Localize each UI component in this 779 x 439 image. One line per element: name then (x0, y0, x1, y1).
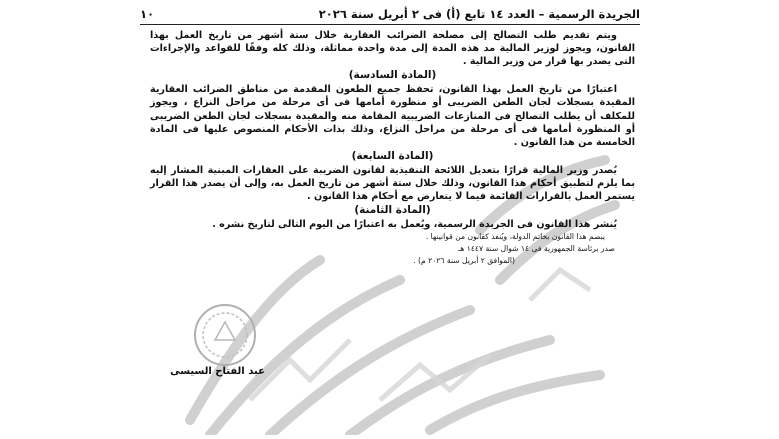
closing-date-line: (الموافق ٢ أبريل سنة ٢٠٢٦ م) . (413, 256, 515, 266)
article-eight-heading: (المادة الثامنة) (354, 204, 431, 217)
header-divider (140, 24, 640, 25)
page-number: ١٠ (140, 7, 155, 21)
page-header (140, 6, 640, 22)
article-six-text: اعتبارًا من تاريخ العمل بهذا القانون، تحفظ جميع الطعون المقدمة من مناطق الضرائب العقارية المقيدة بسجلات لجان الطعن الضريبى أو منظورة أمامها فى أى مرحلة من مراحل النزاع ، ويجوز للمكلف أن يطلب التصالح فى المنازعات الضريبية المقامة منه والمقيدة بسجلات لجان الطعن الضريبى أو المنظورة أمامها فى أى مرحلة من مراحل النزاع، وذلك بذات الأحكام المنصوص عليها فى المادة الخامسة من هذا القانون . (150, 84, 635, 148)
closing-block (150, 231, 635, 267)
paragraph-continuation: ويتم تقديم طلب التصالح إلى مصلحة الضرائب العقارية خلال ستة أشهر من تاريخ العمل بهذا القانون، ويجوز لوزير المالية مد هذه المدة إلى مدة واحدة مماثلة، وذلك كله وفقًا للقواعد والإجراءات التى يصدر بها قرار من وزير المالية . (150, 30, 635, 68)
article-seven-text: يُصدر وزير المالية قرارًا بتعديل اللائحة التنفيذية لقانون الضريبة على العقارات المبنية المشار إليه بما يلزم لتطبيق أحكام هذا القانون، وذلك خلال ستة أشهر من تاريخ العمل به، وإلى أن يصدر هذا القرار يستمر العمل بالقرارات القائمة فيما لا يتعارض مع أحكام هذا القانون . (150, 164, 635, 203)
state-seal (190, 300, 260, 370)
president-signature: عبد الفتاح السيسى (170, 366, 265, 377)
article-six-heading: (المادة السادسة) (348, 69, 437, 82)
gazette-title: الجريدة الرسمية – العدد ١٤ تابع (أ) فى ٢ أبريل سنة ٢٠٢٦ (318, 7, 640, 21)
article-eight-text: يُنشر هذا القانون فى الجريدة الرسمية، ويُعمل به اعتبارًا من اليوم التالى لتاريخ نشره . (212, 219, 617, 231)
closing-issued-line: صدر برئاسة الجمهورية فى ١٤ شوال سنة ١٤٤٧ هـ (458, 244, 615, 254)
closing-seal-line: يبصم هذا القانون بخاتم الدولة، ويُنفذ كقانون من قوانينها . (425, 232, 605, 242)
law-text (150, 29, 635, 267)
article-seven-heading: (المادة السابعة) (351, 149, 434, 162)
